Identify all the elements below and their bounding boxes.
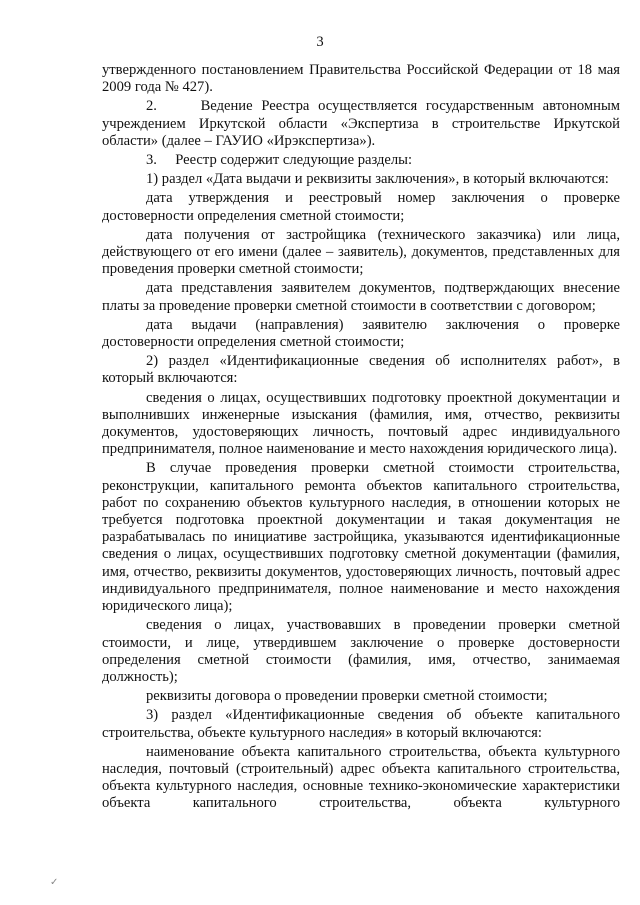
paragraph-continuation: утвержденного постановлением Правительства Российской Федерации от 18 мая 2009 года № 427). [102,62,620,96]
paragraph: дата получения от застройщика (технического заказчика) или лица, действующего от его имени (далее – заявитель), документов, представленных для проведения проверки сметной стоимости; [102,226,620,278]
paragraph: дата выдачи (направления) заявителю заключения о проверке достоверности определения сметной стоимости; [102,316,620,351]
paragraph: наименование объекта капитального строительства, объекта культурного наследия, почтовый (строительный) адрес объекта капитального строительства, объекта культурного наследия, основные технико-экономические характеристики объекта капитального строительства, объекта культурного [102,743,620,812]
paragraph-section-1: 1) раздел «Дата выдачи и реквизиты заключения», в который включаются: [146,171,609,188]
paragraph-item-2: 2. Ведение Реестра осуществляется государственным автономным учреждением Иркутской области «Экспертиза в строительстве Иркутской области» (далее – ГАУИО «Ирэкспертиза»). [102,98,620,149]
body-text [102,62,620,815]
page-number: 3 [316,34,324,50]
paragraph-section-2: 2) раздел «Идентификационные сведения об исполнителях работ», в который включаются: [102,353,620,387]
paragraph: дата утверждения и реестровый номер заключения о проверке достоверности определения сметной стоимости; [102,190,620,224]
paragraph-section-3: 3) раздел «Идентификационные сведения об объекте капитального строительства, объекте культурного наследия» в который включаются: [102,707,620,741]
paragraph-item-3: 3. Реестр содержит следующие разделы: [146,152,413,169]
paragraph: сведения о лицах, участвовавших в проведении проверки сметной стоимости, и лице, утвердившем заключение о проверке достоверности определения сметной стоимости (фамилия, имя, отчество, занимаемая должность); [102,617,620,685]
paragraph: дата представления заявителем документов, подтверждающих внесение платы за проведение проверки сметной стоимости в соответствии с договором; [102,280,620,314]
paragraph: реквизиты договора о проведении проверки сметной стоимости; [146,688,548,705]
paragraph: В случае проведения проверки сметной стоимости строительства, реконструкции, капитального ремонта объектов капитального строительства, работ по сохранению объектов культурного наследия, в отношении которых не требуется подготовка проектной документации и такая документация не разрабатывалась по инициативе застройщика, указываются идентификационные сведения о лицах, осуществивших подготовку сметной документации (фамилия, имя, отчество, реквизиты документов, удостоверяющих личность, почтовый адрес индивидуального предпринимателя, полное наименование и место нахождения юридического лица); [102,460,620,615]
paragraph: сведения о лицах, осуществивших подготовку проектной документации и выполнивших инженерные изыскания (фамилия, имя, отчество, реквизиты документов, удостоверяющих личность, почтовый адрес индивидуального предпринимателя, полное наименование и место нахождения юридического лица). [102,389,620,458]
scan-mark: ✓ [50,877,59,888]
